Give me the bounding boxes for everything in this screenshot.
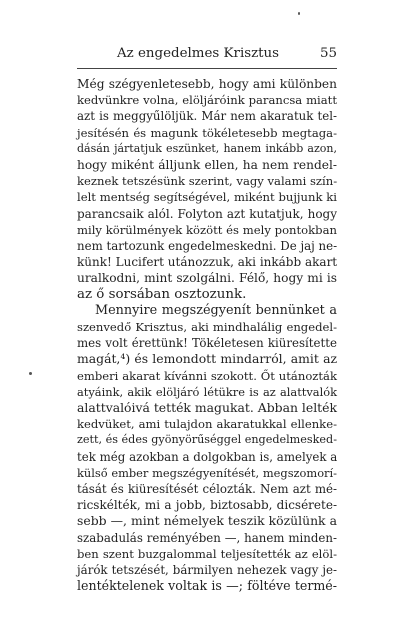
text-line: keznek tetszésünk szerint, vagy valami szín- (77, 174, 338, 189)
text-line: mes volt érettünk! Tökéletesen kiüresítette (77, 336, 337, 351)
text-line: szenvedő Krisztus, aki mindhalálig engedel- (77, 320, 337, 335)
text-line: parancsaik alól. Folyton azt kutatjuk, hogy (77, 206, 337, 221)
print-speck (298, 12, 300, 15)
text-line: dásán jártatjuk eszünket, hanem inkább azon, (77, 141, 337, 155)
text-line: künk! Lucifert utánozzuk, aki inkább akart (77, 255, 338, 270)
page-header (77, 46, 337, 66)
text-line: alattvalóivá tették magukat. Abban lelték (77, 400, 337, 416)
text-line: tek még azokban a dolgokban is, amelyek a (77, 449, 338, 464)
margin-mark (29, 372, 32, 375)
text-line: lelt mentség segítségével, miként bujjunk ki (77, 190, 337, 205)
text-line: Még szégyenletesebb, hogy ami különben (77, 77, 337, 91)
text-line: lentéktelenek voltak is —; föltéve termé- (77, 578, 337, 594)
text-line: atyáink, akik elöljáró létükre is az alattvalók (77, 384, 337, 399)
text-line: zett, és édes gyönyörűséggel engedelmesked- (77, 433, 337, 447)
running-title: Az engedelmes Krisztus (117, 46, 280, 61)
text-line: emberi akarat kívánni szokott. Őt utánozták (77, 368, 337, 383)
text-line: kedvüket, ami tulajdon akaratukkal ellenke- (77, 417, 337, 432)
text-line: jesítésén és magunk tökéletesebb megtaga- (77, 125, 337, 140)
text-line: külső ember megszégyenítését, megszomorí- (77, 465, 337, 480)
text-line: tását és kiüresítését célozták. Nem azt mé- (77, 482, 337, 497)
text-line: nem tartozunk engedelmeskedni. De jaj ne- (77, 239, 338, 254)
text-line: szabadulás reményében —, hanem minden- (77, 530, 337, 545)
paragraph-2 (77, 303, 337, 595)
text-line: uralkodni, mint szolgálni. Félő, hogy mi is (77, 271, 337, 286)
text-line: ricskélték, mi a jobb, biztosabb, dicsérete- (77, 498, 337, 513)
header-rule (77, 68, 337, 69)
text-line: hogy miként álljunk ellen, ha nem rendel- (77, 158, 337, 173)
text-line: az ő sorsában osztozunk. (77, 286, 247, 302)
text-line: Mennyire megszégyenít bennünket a (95, 302, 337, 318)
text-line: azt is meggyűlöljük. Már nem akaratuk tel- (77, 109, 337, 124)
text-line: mily körülmények között és mely pontokban (77, 222, 337, 237)
text-line: járók tetszését, bármilyen nehezek vagy je- (77, 563, 337, 578)
text-line: kedvünkre volna, elöljáróink parancsa miatt (77, 93, 337, 108)
text-line: magát,⁴) és lemondott mindarról, amit az (77, 351, 337, 367)
body-text (77, 76, 337, 595)
paragraph-1 (77, 76, 337, 303)
page-number: 55 (319, 46, 337, 61)
text-line: ben szent buzgalommal teljesítették az elöl- (77, 546, 337, 561)
text-line: sebb —, mint némelyek teszik közülünk a (77, 513, 337, 529)
